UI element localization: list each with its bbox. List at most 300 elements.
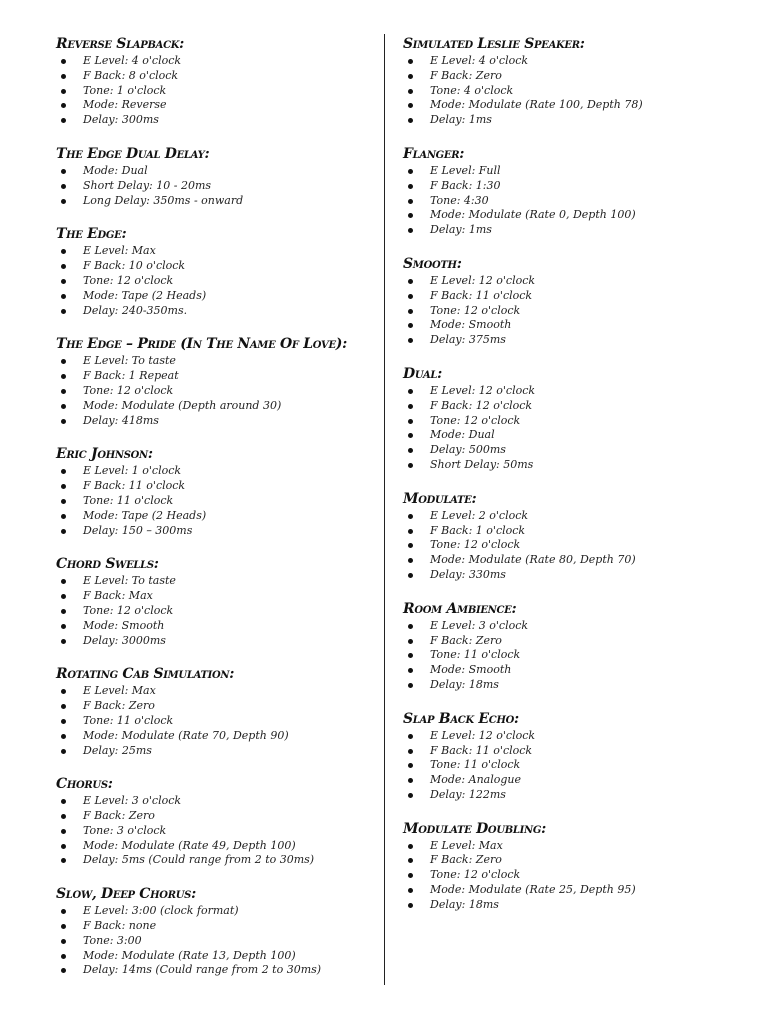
setting-text: Delay: 240-350ms. bbox=[83, 303, 188, 317]
list-item bbox=[56, 194, 376, 209]
bullet-icon bbox=[408, 103, 413, 108]
bullet-icon bbox=[61, 264, 66, 269]
list-item bbox=[56, 824, 376, 839]
preset-settings-list bbox=[403, 509, 743, 583]
setting-text: F Back: Zero bbox=[83, 809, 155, 823]
preset-heading: Rotating Cab Simulation: bbox=[56, 666, 235, 683]
setting-text: Tone: 11 o'clock bbox=[83, 713, 174, 727]
preset-settings-list bbox=[56, 54, 376, 128]
preset-settings-list bbox=[56, 164, 376, 208]
bullet-icon bbox=[408, 573, 413, 578]
preset-heading: Reverse Slapback: bbox=[56, 36, 185, 52]
setting-text: Mode: Modulate (Rate 80, Depth 70) bbox=[430, 553, 636, 567]
setting-text: F Back: 11 o'clock bbox=[430, 288, 533, 302]
setting-text: Short Delay: 50ms bbox=[430, 457, 534, 471]
list-item bbox=[403, 868, 743, 883]
list-item bbox=[403, 744, 743, 759]
setting-text: Mode: Modulate (Depth around 30) bbox=[83, 398, 282, 412]
setting-text: Long Delay: 350ms - onward bbox=[83, 193, 244, 207]
bullet-icon bbox=[408, 668, 413, 673]
preset-section bbox=[403, 819, 743, 913]
list-item bbox=[403, 524, 743, 539]
list-item bbox=[56, 634, 376, 649]
preset-section bbox=[56, 144, 376, 208]
list-item bbox=[403, 538, 743, 553]
list-item bbox=[56, 164, 376, 179]
setting-text: F Back: 11 o'clock bbox=[83, 479, 186, 493]
list-item bbox=[56, 853, 376, 868]
setting-text: Tone: 12 o'clock bbox=[83, 273, 174, 287]
setting-text: Mode: Modulate (Rate 13, Depth 100) bbox=[83, 948, 296, 962]
list-item bbox=[403, 443, 743, 458]
setting-text: F Back: 11 o'clock bbox=[430, 743, 533, 757]
setting-text: Delay: 418ms bbox=[83, 413, 159, 427]
list-item bbox=[56, 589, 376, 604]
setting-text: Mode: Smooth bbox=[430, 318, 512, 332]
setting-text: F Back: 1 o'clock bbox=[430, 523, 526, 537]
setting-text: E Level: 12 o'clock bbox=[430, 383, 536, 397]
setting-text: Delay: 1ms bbox=[430, 113, 492, 127]
list-item bbox=[403, 509, 743, 524]
list-item bbox=[403, 553, 743, 568]
preset-settings-list bbox=[56, 684, 376, 758]
list-item bbox=[403, 648, 743, 663]
bullet-icon bbox=[61, 374, 66, 379]
bullet-icon bbox=[61, 624, 66, 629]
bullet-icon bbox=[61, 404, 66, 409]
setting-text: Delay: 5ms (Could range from 2 to 30ms) bbox=[83, 853, 315, 867]
list-item bbox=[56, 729, 376, 744]
preset-heading: The Edge Dual Delay: bbox=[56, 145, 210, 162]
setting-text: Tone: 4:30 bbox=[430, 193, 489, 207]
setting-text: Tone: 12 o'clock bbox=[83, 383, 174, 397]
bullet-icon bbox=[408, 749, 413, 754]
bullet-icon bbox=[61, 103, 66, 108]
setting-text: Mode: Analogue bbox=[430, 773, 522, 787]
list-item bbox=[403, 84, 743, 99]
preset-heading: Modulate: bbox=[403, 490, 477, 507]
setting-text: E Level: 4 o'clock bbox=[430, 54, 529, 67]
list-item bbox=[403, 164, 743, 179]
bullet-icon bbox=[61, 829, 66, 834]
bullet-icon bbox=[61, 514, 66, 519]
list-item bbox=[56, 259, 376, 274]
list-item bbox=[56, 84, 376, 99]
preset-settings-list bbox=[403, 164, 743, 238]
setting-text: E Level: 1 o'clock bbox=[83, 464, 182, 478]
preset-heading: Flanger: bbox=[403, 145, 465, 162]
list-item bbox=[403, 788, 743, 803]
bullet-icon bbox=[61, 499, 66, 504]
right-column bbox=[403, 34, 743, 913]
setting-text: F Back: Max bbox=[83, 589, 153, 603]
list-item bbox=[403, 883, 743, 898]
bullet-icon bbox=[61, 199, 66, 204]
setting-text: Delay: 150 – 300ms bbox=[83, 523, 193, 537]
bullet-icon bbox=[408, 389, 413, 394]
list-item bbox=[56, 604, 376, 619]
list-item bbox=[403, 399, 743, 414]
list-item bbox=[403, 758, 743, 773]
left-column bbox=[56, 34, 376, 978]
list-item bbox=[56, 414, 376, 429]
bullet-icon bbox=[61, 924, 66, 929]
bullet-icon bbox=[61, 909, 66, 914]
bullet-icon bbox=[408, 514, 413, 519]
list-item bbox=[56, 289, 376, 304]
setting-text: E Level: To taste bbox=[83, 574, 176, 588]
bullet-icon bbox=[408, 169, 413, 174]
setting-text: Delay: 1ms bbox=[430, 223, 492, 237]
setting-text: E Level: Max bbox=[430, 838, 503, 852]
bullet-icon bbox=[408, 338, 413, 343]
setting-text: Mode: Modulate (Rate 100, Depth 78) bbox=[430, 98, 643, 112]
setting-text: Tone: 3 o'clock bbox=[83, 823, 167, 837]
bullet-icon bbox=[408, 793, 413, 798]
bullet-icon bbox=[61, 279, 66, 284]
setting-text: Delay: 3000ms bbox=[83, 633, 166, 647]
preset-section bbox=[403, 254, 743, 348]
setting-text: Delay: 375ms bbox=[430, 333, 506, 347]
preset-section bbox=[56, 774, 376, 868]
setting-text: Tone: 12 o'clock bbox=[83, 603, 174, 617]
list-item bbox=[403, 428, 743, 443]
bullet-icon bbox=[408, 463, 413, 468]
list-item bbox=[403, 458, 743, 473]
list-item bbox=[56, 69, 376, 84]
bullet-icon bbox=[408, 873, 413, 878]
bullet-icon bbox=[408, 903, 413, 908]
bullet-icon bbox=[408, 543, 413, 548]
list-item bbox=[56, 619, 376, 634]
bullet-icon bbox=[61, 484, 66, 489]
list-item bbox=[56, 244, 376, 259]
bullet-icon bbox=[408, 888, 413, 893]
bullet-icon bbox=[408, 558, 413, 563]
setting-text: Mode: Modulate (Rate 0, Depth 100) bbox=[430, 208, 636, 222]
setting-text: Delay: 25ms bbox=[83, 743, 152, 757]
bullet-icon bbox=[408, 213, 413, 218]
preset-settings-list bbox=[403, 54, 743, 128]
bullet-icon bbox=[408, 529, 413, 534]
list-item bbox=[403, 678, 743, 693]
list-item bbox=[56, 304, 376, 319]
preset-heading: Dual: bbox=[403, 365, 443, 382]
list-item bbox=[56, 113, 376, 128]
list-item bbox=[403, 384, 743, 399]
preset-section bbox=[403, 489, 743, 583]
setting-text: F Back: Zero bbox=[430, 853, 502, 867]
setting-text: Tone: 3:00 bbox=[83, 933, 142, 947]
bullet-icon bbox=[61, 389, 66, 394]
bullet-icon bbox=[61, 814, 66, 819]
bullet-icon bbox=[61, 954, 66, 959]
bullet-icon bbox=[61, 689, 66, 694]
list-item bbox=[403, 54, 743, 69]
bullet-icon bbox=[61, 169, 66, 174]
preset-heading: Slow, Deep Chorus: bbox=[56, 886, 196, 903]
bullet-icon bbox=[408, 778, 413, 783]
list-item bbox=[403, 289, 743, 304]
list-item bbox=[403, 69, 743, 84]
setting-text: Delay: 14ms (Could range from 2 to 30ms) bbox=[83, 963, 322, 977]
setting-text: E Level: Max bbox=[83, 244, 156, 258]
setting-text: E Level: 2 o'clock bbox=[430, 508, 529, 522]
bullet-icon bbox=[408, 323, 413, 328]
preset-settings-list bbox=[56, 244, 376, 318]
list-item bbox=[56, 839, 376, 854]
bullet-icon bbox=[408, 448, 413, 453]
bullet-icon bbox=[61, 309, 66, 314]
setting-text: F Back: 12 o'clock bbox=[430, 398, 533, 412]
bullet-icon bbox=[61, 594, 66, 599]
preset-heading: Smooth: bbox=[403, 255, 462, 272]
setting-text: F Back: 8 o'clock bbox=[83, 68, 179, 82]
setting-text: E Level: Max bbox=[83, 684, 156, 698]
setting-text: F Back: 10 o'clock bbox=[83, 259, 186, 273]
setting-text: Delay: 500ms bbox=[430, 443, 506, 457]
list-item bbox=[403, 853, 743, 868]
list-item bbox=[56, 524, 376, 539]
column-divider bbox=[384, 34, 385, 985]
bullet-icon bbox=[408, 858, 413, 863]
setting-text: E Level: 3:00 (clock format) bbox=[83, 904, 239, 918]
preset-settings-list bbox=[403, 729, 743, 803]
list-item bbox=[56, 934, 376, 949]
preset-settings-list bbox=[403, 619, 743, 693]
setting-text: Mode: Modulate (Rate 49, Depth 100) bbox=[83, 838, 296, 852]
setting-text: E Level: Full bbox=[430, 163, 501, 177]
preset-heading: Chorus: bbox=[56, 776, 113, 793]
setting-text: F Back: Zero bbox=[83, 699, 155, 713]
bullet-icon bbox=[408, 118, 413, 123]
preset-heading: Simulated Leslie Speaker: bbox=[403, 36, 585, 52]
bullet-icon bbox=[408, 199, 413, 204]
bullet-icon bbox=[408, 228, 413, 233]
setting-text: E Level: 3 o'clock bbox=[430, 618, 529, 632]
preset-heading: Chord Swells: bbox=[56, 556, 159, 573]
list-item bbox=[56, 98, 376, 113]
list-item bbox=[56, 794, 376, 809]
bullet-icon bbox=[408, 763, 413, 768]
list-item bbox=[403, 194, 743, 209]
list-item bbox=[403, 179, 743, 194]
bullet-icon bbox=[408, 844, 413, 849]
setting-text: E Level: 4 o'clock bbox=[83, 54, 182, 67]
bullet-icon bbox=[408, 419, 413, 424]
preset-heading: Room Ambience: bbox=[403, 600, 517, 617]
list-item bbox=[56, 904, 376, 919]
preset-section bbox=[403, 709, 743, 803]
setting-text: Tone: 12 o'clock bbox=[430, 868, 521, 882]
bullet-icon bbox=[61, 968, 66, 973]
setting-text: F Back: none bbox=[83, 919, 157, 933]
preset-settings-list bbox=[56, 794, 376, 868]
setting-text: Tone: 12 o'clock bbox=[430, 538, 521, 552]
bullet-icon bbox=[61, 74, 66, 79]
preset-section bbox=[56, 34, 376, 128]
preset-heading: Modulate Doubling: bbox=[403, 820, 546, 837]
bullet-icon bbox=[408, 309, 413, 314]
list-item bbox=[403, 619, 743, 634]
bullet-icon bbox=[408, 624, 413, 629]
preset-heading: The Edge – Pride (In The Name Of Love): bbox=[56, 336, 347, 353]
setting-text: Tone: 4 o'clock bbox=[430, 83, 514, 97]
setting-text: F Back: Zero bbox=[430, 633, 502, 647]
setting-text: Mode: Modulate (Rate 70, Depth 90) bbox=[83, 728, 289, 742]
bullet-icon bbox=[61, 469, 66, 474]
list-item bbox=[56, 574, 376, 589]
preset-section bbox=[403, 599, 743, 693]
preset-section bbox=[56, 664, 376, 758]
setting-text: E Level: To taste bbox=[83, 354, 176, 368]
bullet-icon bbox=[61, 359, 66, 364]
setting-text: Delay: 300ms bbox=[83, 113, 159, 127]
setting-text: Mode: Dual bbox=[430, 428, 495, 442]
bullet-icon bbox=[408, 734, 413, 739]
preset-section bbox=[56, 554, 376, 648]
list-item bbox=[56, 919, 376, 934]
list-item bbox=[56, 714, 376, 729]
bullet-icon bbox=[61, 118, 66, 123]
list-item bbox=[56, 684, 376, 699]
bullet-icon bbox=[61, 749, 66, 754]
bullet-icon bbox=[61, 639, 66, 644]
list-item bbox=[56, 464, 376, 479]
setting-text: Mode: Smooth bbox=[83, 618, 165, 632]
setting-text: Delay: 18ms bbox=[430, 897, 499, 911]
list-item bbox=[56, 479, 376, 494]
preset-heading: The Edge: bbox=[56, 226, 127, 243]
setting-text: Mode: Dual bbox=[83, 163, 148, 177]
bullet-icon bbox=[408, 294, 413, 299]
list-item bbox=[403, 274, 743, 289]
preset-section bbox=[403, 144, 743, 238]
setting-text: F Back: 1 Repeat bbox=[83, 369, 179, 383]
bullet-icon bbox=[61, 719, 66, 724]
list-item bbox=[403, 98, 743, 113]
list-item bbox=[403, 113, 743, 128]
list-item bbox=[56, 494, 376, 509]
bullet-icon bbox=[61, 249, 66, 254]
list-item bbox=[403, 208, 743, 223]
preset-section bbox=[56, 334, 376, 428]
setting-text: Tone: 11 o'clock bbox=[430, 758, 521, 772]
list-item bbox=[56, 54, 376, 69]
preset-settings-list bbox=[403, 839, 743, 913]
bullet-icon bbox=[61, 734, 66, 739]
preset-settings-list bbox=[403, 274, 743, 348]
setting-text: Tone: 11 o'clock bbox=[430, 648, 521, 662]
bullet-icon bbox=[61, 294, 66, 299]
bullet-icon bbox=[408, 279, 413, 284]
list-item bbox=[403, 304, 743, 319]
list-item bbox=[56, 369, 376, 384]
list-item bbox=[56, 963, 376, 978]
setting-text: Tone: 12 o'clock bbox=[430, 413, 521, 427]
preset-settings-list bbox=[56, 904, 376, 978]
list-item bbox=[403, 333, 743, 348]
list-item bbox=[403, 223, 743, 238]
bullet-icon bbox=[61, 844, 66, 849]
list-item bbox=[403, 663, 743, 678]
bullet-icon bbox=[408, 433, 413, 438]
bullet-icon bbox=[61, 799, 66, 804]
list-item bbox=[403, 839, 743, 854]
list-item bbox=[403, 318, 743, 333]
list-item bbox=[56, 179, 376, 194]
bullet-icon bbox=[61, 89, 66, 94]
bullet-icon bbox=[61, 704, 66, 709]
setting-text: Mode: Tape (2 Heads) bbox=[83, 508, 207, 522]
setting-text: Delay: 330ms bbox=[430, 567, 506, 581]
setting-text: Tone: 11 o'clock bbox=[83, 493, 174, 507]
bullet-icon bbox=[408, 89, 413, 94]
bullet-icon bbox=[408, 639, 413, 644]
bullet-icon bbox=[61, 184, 66, 189]
list-item bbox=[56, 744, 376, 759]
list-item bbox=[56, 509, 376, 524]
setting-text: E Level: 12 o'clock bbox=[430, 273, 536, 287]
bullet-icon bbox=[408, 653, 413, 658]
setting-text: Short Delay: 10 - 20ms bbox=[83, 178, 212, 192]
setting-text: E Level: 3 o'clock bbox=[83, 794, 182, 808]
bullet-icon bbox=[61, 858, 66, 863]
preset-section bbox=[56, 884, 376, 978]
setting-text: Tone: 12 o'clock bbox=[430, 303, 521, 317]
preset-settings-list bbox=[56, 354, 376, 428]
list-item bbox=[56, 384, 376, 399]
bullet-icon bbox=[61, 529, 66, 534]
preset-settings-list bbox=[56, 464, 376, 538]
bullet-icon bbox=[61, 939, 66, 944]
setting-text: F Back: Zero bbox=[430, 68, 502, 82]
list-item bbox=[56, 399, 376, 414]
list-item bbox=[403, 414, 743, 429]
list-item bbox=[56, 699, 376, 714]
bullet-icon bbox=[408, 404, 413, 409]
list-item bbox=[403, 568, 743, 583]
list-item bbox=[56, 949, 376, 964]
list-item bbox=[56, 809, 376, 824]
setting-text: F Back: 1:30 bbox=[430, 178, 501, 192]
list-item bbox=[403, 773, 743, 788]
bullet-icon bbox=[408, 74, 413, 79]
list-item bbox=[56, 274, 376, 289]
list-item bbox=[403, 898, 743, 913]
bullet-icon bbox=[408, 683, 413, 688]
setting-text: Delay: 122ms bbox=[430, 787, 506, 801]
list-item bbox=[403, 634, 743, 649]
list-item bbox=[56, 354, 376, 369]
list-item bbox=[403, 729, 743, 744]
setting-text: Mode: Smooth bbox=[430, 663, 512, 677]
setting-text: Delay: 18ms bbox=[430, 677, 499, 691]
bullet-icon bbox=[61, 419, 66, 424]
bullet-icon bbox=[61, 609, 66, 614]
setting-text: Mode: Modulate (Rate 25, Depth 95) bbox=[430, 883, 636, 897]
preset-section bbox=[56, 444, 376, 538]
preset-heading: Eric Johnson: bbox=[56, 446, 153, 463]
setting-text: E Level: 12 o'clock bbox=[430, 728, 536, 742]
preset-settings-list bbox=[403, 384, 743, 473]
preset-section bbox=[56, 224, 376, 318]
bullet-icon bbox=[61, 59, 66, 64]
setting-text: Mode: Tape (2 Heads) bbox=[83, 288, 207, 302]
bullet-icon bbox=[408, 184, 413, 189]
bullet-icon bbox=[408, 59, 413, 64]
setting-text: Tone: 1 o'clock bbox=[83, 83, 167, 97]
